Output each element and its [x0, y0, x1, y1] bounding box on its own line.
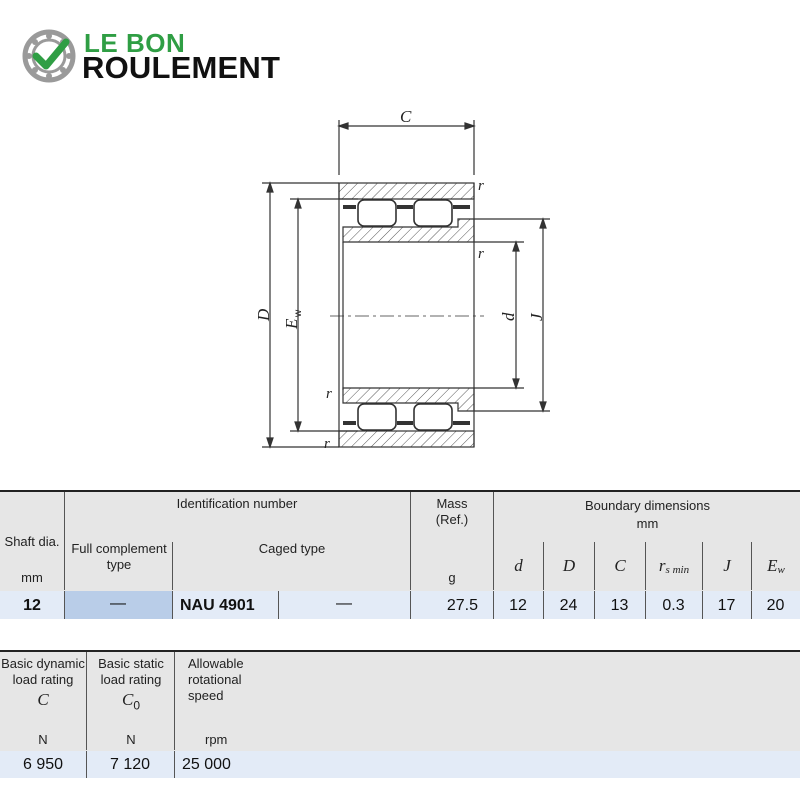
header-mass-unit: g: [448, 570, 456, 585]
header-mass: Mass (Ref.): [435, 496, 469, 527]
label-d-outer: D: [254, 308, 273, 321]
header-D: D: [562, 556, 576, 575]
spec-table-2: [0, 650, 800, 780]
cell-dynamic: 6 950: [22, 756, 64, 773]
label-r-4: r: [324, 436, 330, 452]
header-boundary: Boundary dimensions: [584, 498, 711, 513]
cell-shaft: 12: [23, 597, 41, 614]
label-c: C: [400, 107, 412, 126]
header-dynamic-unit: N: [38, 732, 48, 747]
header-boundary-unit: mm: [636, 516, 659, 531]
svg-text:E: E: [282, 318, 301, 329]
label-r-1: r: [478, 178, 484, 194]
header-static-symbol: $C_0$: [121, 690, 141, 713]
header-full-complement: Full complement type: [71, 541, 167, 572]
header-caged: Caged type: [258, 541, 326, 556]
bearing-drawing: [0, 95, 800, 475]
header-static-rating: Basic static load rating: [98, 656, 164, 687]
header-Ew: $E_w$: [767, 556, 785, 576]
svg-text:w: w: [293, 309, 304, 317]
header-ident: Identification number: [176, 496, 298, 511]
cell-J: 17: [717, 597, 736, 614]
cell-static: 7 120: [109, 756, 151, 773]
header-shaft: Shaft dia.: [4, 534, 60, 549]
label-r-2: r: [478, 246, 484, 262]
label-r-3: r: [326, 386, 332, 402]
header-shaft-unit: mm: [21, 570, 43, 585]
cell-d: 12: [509, 597, 527, 614]
bearing-check-icon: [22, 28, 78, 84]
header-speed: Allowable rotational speed: [188, 656, 244, 703]
header-dynamic-rating: Basic dynamic load rating: [1, 656, 85, 687]
cell-rs: 0.3: [662, 597, 685, 614]
logo-text-bottom: ROULEMENT: [82, 50, 281, 85]
label-ew: [282, 309, 304, 330]
cell-Ew: 20: [766, 597, 785, 614]
header-rs: $r_{s min}$: [658, 556, 690, 576]
cell-D: 24: [559, 597, 578, 614]
cell-C: 13: [610, 597, 629, 614]
brand-logo: [22, 26, 302, 86]
header-speed-unit: rpm: [205, 732, 228, 747]
logo-text-top: LE BON: [84, 28, 186, 58]
cell-full-complement: —: [110, 595, 126, 612]
header-dynamic-symbol: C: [37, 690, 49, 709]
header-static-unit: N: [126, 732, 136, 747]
label-j: J: [527, 313, 546, 321]
cell-caged-other: —: [336, 595, 352, 612]
header-C: C: [614, 556, 626, 575]
label-d-inner: d: [499, 312, 518, 321]
cell-speed: 25 000: [182, 756, 231, 773]
cell-part-number: NAU 4901: [180, 597, 255, 614]
header-d: d: [514, 556, 523, 575]
header-J: J: [723, 556, 731, 575]
spec-table-1: [0, 490, 800, 622]
cell-mass: 27.5: [446, 597, 478, 614]
